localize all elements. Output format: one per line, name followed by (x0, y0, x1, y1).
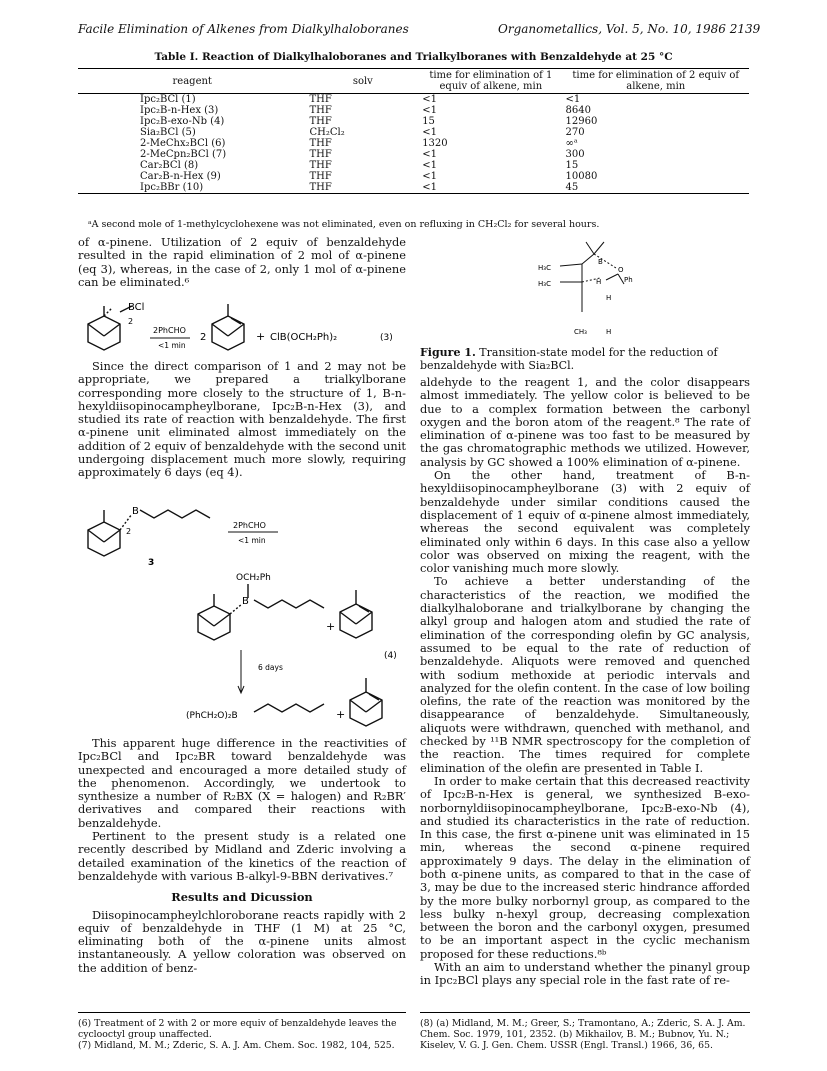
table-cell: 8640 (565, 105, 591, 116)
table-cell: ∞ᵃ (565, 138, 578, 149)
table-row (78, 105, 749, 116)
footnotes-left (78, 1012, 406, 1051)
table-header-cell: time for elimination of 2 equiv of alkene, min (563, 69, 750, 94)
h3c-label: H₃C (538, 280, 551, 288)
dipinanyl-chloroborane-structure (88, 306, 132, 350)
table-cell: Sia₂BCl (5) (140, 127, 196, 138)
table-cell: THF (309, 116, 332, 127)
boron-label: B (132, 506, 139, 517)
running-header (78, 22, 761, 36)
table-cell: CH₂Cl₂ (309, 127, 345, 138)
table-cell: 10080 (565, 171, 598, 182)
coefficient-2: 2 (200, 332, 207, 343)
eq4-days: 6 days (258, 663, 283, 672)
ipc2b-n-hex-structure (88, 510, 210, 556)
left-column-bottom (78, 737, 406, 975)
table-cell: THF (309, 160, 332, 171)
table-cell: THF (309, 149, 332, 160)
intermediate-structure (198, 584, 324, 640)
eq4-product: (PhCH₂O)₂B (186, 711, 238, 721)
plus-sign: + (256, 330, 266, 343)
h-label: H (596, 278, 602, 286)
eq4-condition: <1 min (238, 536, 266, 545)
paragraph: aldehyde to the reagent 1, and the color disappears almost immediately. The yellow color is believed to be due to a complex formation between the carbonyl oxygen and the boron atom of the reagent.⁸ The rate of elimination of α-pinene was too fast to be measured by the gas chromatographic methods we utilized. However, analysis by GC showed a 100% elimination of α-pinene. (420, 375, 750, 469)
footnote: (7) Midland, M. M.; Zderic, S. A. J. Am. Chem. Soc. 1982, 104, 525. (78, 1040, 395, 1051)
table-cell: <1 (422, 105, 437, 116)
figure-1-diagram (520, 236, 680, 342)
paragraph: In order to make certain that this decreased reactivity of Ipc₂B-n-Hex is general, we synthesized B-exo-norbornyldiisopinocampheylborane, Ipc₂B-exo-Nb (4), and studied its characteristics in the rate of reduction. In this case, the first α-pinene unit was eliminated in 15 min, whereas the second α-pinene required approximately 9 days. The delay in the elimination of both α-pinene units, as compared to that in the case of 3, may be due to the increased steric hindrance afforded by the more bulky norbornyl group, as compared to the less bulky n-hexyl group, decreasing complexation between the boron and the carbonyl oxygen, presumed to be an important aspect in the cyclic mechanism proposed for these reductions.⁸ᵇ (420, 773, 750, 961)
figure-caption-text: Transition-state model for the reduction of benzaldehyde with Sia₂BCl. (420, 346, 718, 372)
paragraph: This apparent huge difference in the reactivities of Ipc₂BCl and Ipc₂BR toward benzaldehyde was unexpected and encouraged a more detailed study of the phenomenon. Accordingly, we undertook to synthesize a number of R₂BX (X = halogen) and R₂BR′ derivatives and compared their reactions with benzaldehyde. (78, 736, 406, 830)
table-row (78, 149, 749, 160)
table-cell: 15 (565, 160, 579, 171)
compound-3-label: 3 (148, 558, 155, 568)
table-cell: Ipc₂B-n-Hex (3) (140, 105, 219, 116)
boron-label: B (598, 258, 603, 266)
footnote: (8) (a) Midland, M. M.; Greer, S.; Tramontano, A.; Zderic, S. A. J. Am. Chem. Soc. 1979, 101, 2352. (b) Mikhailov, B. M.; Bubnov, Yu. N.; Kiselev, V. G. J. Gen. Chem. USSR (Engl. Transl.) 1966, 36, 65. (420, 1018, 746, 1051)
table-cell: 300 (565, 149, 585, 160)
paragraph: Diisopinocampheylchloroborane reacts rapidly with 2 equiv of benzaldehyde in THF (1 M) at 25 °C, eliminating both of the α-pinene units almost instantaneously. A yellow coloration was observed on the addition of benz- (78, 907, 406, 975)
table-header-row (78, 69, 749, 94)
table-cell: 12960 (565, 116, 598, 127)
subscript-2: 2 (126, 527, 132, 536)
subscript-2: 2 (128, 317, 134, 326)
table-cell: <1 (565, 94, 581, 105)
paragraph: To achieve a better understanding of the characteristics of the reaction, we modified the dialkylhaloborane and trialkylborane by changing the alkyl group and halogen atom and studied the rate of elimination of the corresponding olefin by GC analysis, assumed to be equal to the rate of reduction of benzaldehyde. Aliquots were removed and quenched with sodium methoxide at periodic intervals and analyzed for the olefin content. In the case of low boiling olefins, the rate of the reaction was monitored by the disappearance of benzaldehyde. Simultaneously, aliquots were withdrawn, quenched with methanol, and checked by ¹¹B NMR spectroscopy for the completion of the reaction. The times required for complete elimination of the olefin are presented in Table I. (420, 574, 750, 775)
footnote: (6) Treatment of 2 with 2 or more equiv of benzaldehyde leaves the cyclooctyl group unaffected. (78, 1018, 397, 1040)
table-cell: 270 (565, 127, 585, 138)
table-caption: Table I. Reaction of Dialkylhaloboranes and Trialkylboranes with Benzaldehyde at 25 °C (154, 51, 673, 63)
table-cell: Ipc₂B-exo-Nb (4) (140, 116, 225, 127)
table-cell: Car₂B-n-Hex (9) (140, 171, 221, 182)
bcl-label: BCl (128, 302, 145, 313)
table-cell: Ipc₂BBr (10) (78, 182, 306, 194)
h3c-label: H₃C (538, 264, 551, 272)
table-row (78, 127, 749, 138)
table-row (78, 182, 749, 194)
h-label: H (606, 328, 612, 336)
table-cell: 1320 (422, 138, 448, 149)
table-cell: <1 (422, 149, 437, 160)
header-journal: Organometallics, Vol. 5, No. 10, 1986 2139 (498, 22, 761, 36)
table-cell: 45 (563, 182, 750, 194)
table-cell: THF (306, 182, 419, 194)
table-cell: 15 (422, 116, 435, 127)
plus-sign: + (326, 620, 336, 633)
eq3-condition: <1 min (158, 341, 186, 350)
och2ph-label: OCH₂Ph (236, 573, 271, 583)
table-cell: <1 (422, 171, 437, 182)
table-cell: Ipc₂BCl (1) (140, 94, 196, 105)
figure-caption (420, 346, 750, 372)
table-cell: <1 (422, 160, 437, 171)
table-cell: <1 (419, 182, 562, 194)
table-row (78, 171, 749, 182)
table-row (78, 138, 749, 149)
paragraph: On the other hand, treatment of B-n-hexyldiisopinocampheylborane (3) with 2 equiv of benzaldehyde under similar conditions caused the displacement of 1 equiv of α-pinene almost immediately, whereas the second equivalent was completely eliminated only within 6 days. In this case also a yellow color was observed on mixing the reagent, with the color vanishing much more slowly. (420, 468, 750, 576)
footnotes-right (420, 1012, 750, 1051)
table-row (78, 94, 749, 106)
paragraph: Pertinent to the present study is a related one recently described by Midland and Zderic involving a detailed examination of the kinetics of the reaction of benzaldehyde with various B-alkyl-9-BBN derivatives.⁷ (78, 829, 406, 883)
table-cell: THF (309, 94, 332, 105)
table-footnote: ᵃA second mole of 1-methylcyclohexene was not eliminated, even on refluxing in CH₂Cl₂ for several hours. (88, 219, 600, 230)
section-heading: Results and Dicussion (171, 890, 313, 905)
table-cell: THF (309, 138, 332, 149)
table-row (78, 116, 749, 127)
alpha-pinene-structure (212, 304, 244, 350)
equation-4 (78, 500, 408, 735)
table-header-cell: time for elimination of 1 equiv of alkene, min (419, 69, 562, 94)
left-column-top (78, 236, 406, 289)
paragraph: With an aim to understand whether the pinanyl group in Ipc₂BCl plays any special role in the fast rate of re- (420, 960, 750, 988)
hexyl-chain (254, 704, 324, 712)
eq3-product: ClB(OCH₂Ph)₂ (270, 332, 338, 343)
equation-number: (4) (384, 651, 397, 661)
eq3-reagent: 2PhCHO (153, 326, 186, 335)
plus-sign: + (336, 708, 346, 721)
h-label: H (606, 294, 612, 302)
table-row (78, 160, 749, 171)
header-title: Facile Elimination of Alkenes from Dialkylhaloboranes (78, 22, 409, 36)
table-cell: 2-MeCpn₂BCl (7) (140, 149, 227, 160)
table-cell: Car₂BCl (8) (140, 160, 199, 171)
table-header-cell: solv (306, 69, 419, 94)
paragraph: of α-pinene. Utilization of 2 equiv of benzaldehyde resulted in the rapid elimination of 2 mol of α-pinene (eq 3), whereas, in the case of 2, only 1 mol of α-pinene can be eliminated.⁶ (78, 235, 406, 289)
table-cell: <1 (422, 127, 437, 138)
boron-label: B (242, 596, 249, 607)
equation-number: (3) (380, 333, 393, 343)
table-cell: <1 (422, 94, 437, 105)
figure-label: Figure 1. (420, 346, 476, 359)
ch3-label: CH₃ (574, 328, 587, 336)
phenyl-label: Ph (624, 276, 633, 284)
table-cell: THF (309, 105, 332, 116)
right-column (420, 376, 750, 988)
alpha-pinene-structure (340, 590, 372, 638)
alpha-pinene-structure (350, 678, 382, 726)
table-cell: THF (309, 171, 332, 182)
results-table (78, 68, 749, 194)
paragraph: Since the direct comparison of 1 and 2 may not be appropriate, we prepared a trialkylborane corresponding more closely to the structure of 1, B-n-hexyldiisopinocampheylborane, Ipc₂B-n-Hex (3), and studied its rate of reaction with benzaldehyde. The first α-pinene unit eliminated almost immediately on the addition of 2 equiv of benzaldehyde with the second unit undergoing displacement much more slowly, requiring approximately 6 days (eq 4). (78, 359, 406, 480)
table-header-cell: reagent (78, 69, 306, 94)
oxygen-label: O (618, 266, 624, 274)
equation-3 (78, 300, 408, 356)
table-cell: 2-MeChx₂BCl (6) (140, 138, 226, 149)
eq4-reagent: 2PhCHO (233, 521, 266, 530)
left-column-mid (78, 360, 406, 480)
